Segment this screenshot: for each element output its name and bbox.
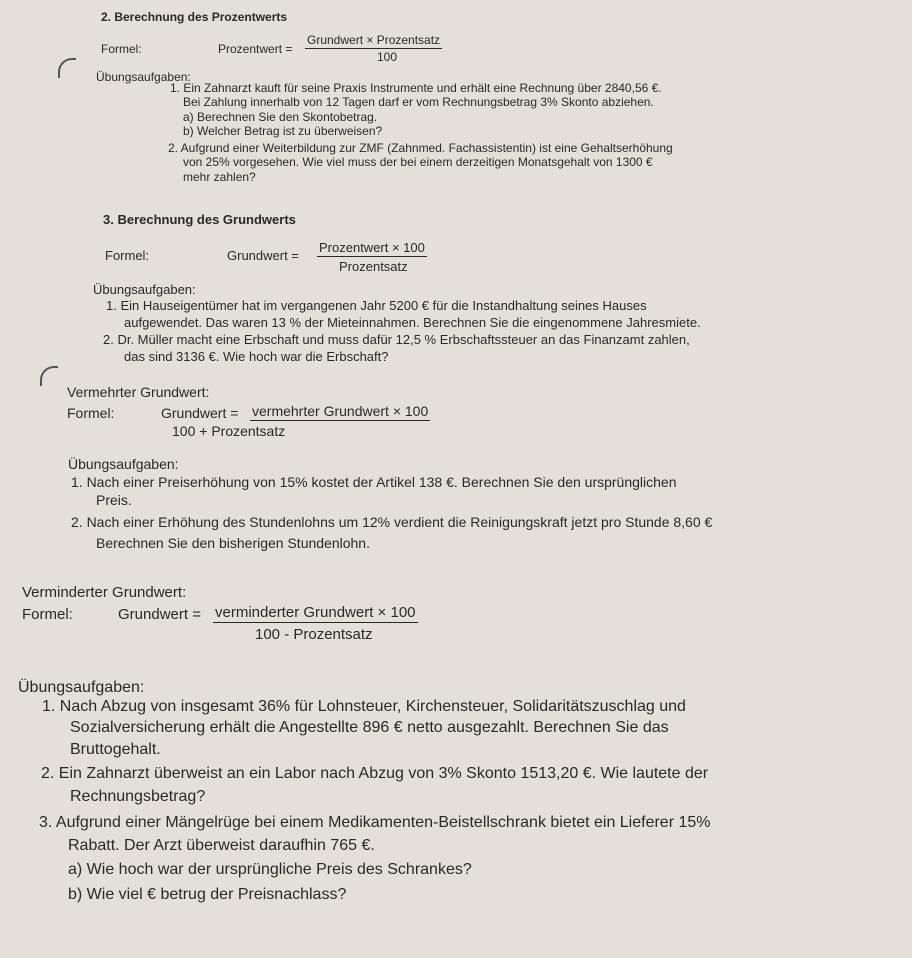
exercise-text: Sozialversicherung erhält die Angestellte 896 € netto ausgezahlt. Berechnen Sie das — [70, 719, 669, 736]
punch-hole-mark — [58, 58, 76, 78]
formula-fraction — [172, 403, 430, 439]
exercise-text: 1. Nach Abzug von insgesamt 36% für Lohnsteuer, Kirchensteuer, Solidaritätszuschlag und — [42, 698, 686, 715]
exercise-text: 3. Aufgrund einer Mängelrüge bei einem Medikamenten-Beistellschrank bietet ein Lieferer 15% — [39, 814, 711, 831]
section-title: Vermehrter Grundwert: — [67, 384, 210, 400]
exercises-label: Übungsaufgaben: — [96, 70, 191, 84]
exercise-text: das sind 3136 €. Wie hoch war die Erbschaft? — [124, 349, 389, 364]
formula-denominator: Prozentsatz — [339, 259, 408, 274]
formula-numerator: Prozentwert × 100 — [319, 240, 425, 255]
exercise-text: mehr zahlen? — [183, 170, 256, 184]
formula-numerator: vermehrter Grundwert × 100 — [252, 403, 429, 419]
section-title: 3. Berechnung des Grundwerts — [103, 212, 296, 227]
exercises-label: Übungsaufgaben: — [18, 679, 145, 696]
section-title: Verminderter Grundwert: — [22, 584, 187, 601]
exercises-label: Übungsaufgaben: — [68, 456, 179, 472]
formula-lhs: Prozentwert = — [218, 42, 293, 56]
exercise-text: 1. Nach einer Preiserhöhung von 15% kostet der Artikel 138 €. Berechnen Sie den ursprünglichen — [71, 474, 677, 490]
exercise-text: Bei Zahlung innerhalb von 12 Tagen darf er vom Rechnungsbetrag 3% Skonto abziehen. — [183, 95, 654, 109]
exercise-text: Berechnen Sie den bisherigen Stundenlohn. — [96, 535, 370, 551]
formula-label: Formel: — [22, 606, 73, 623]
exercise-text: Preis. — [96, 492, 132, 508]
exercise-text: 2. Ein Zahnarzt überweist an ein Labor nach Abzug von 3% Skonto 1513,20 €. Wie lautete der — [41, 765, 709, 782]
formula-numerator: verminderter Grundwert × 100 — [215, 604, 416, 621]
formula-fraction — [213, 604, 418, 643]
formula-label: Formel: — [101, 42, 142, 56]
section-title: 2. Berechnung des Prozentwerts — [101, 10, 288, 24]
exercise-text: Bruttogehalt. — [70, 741, 161, 758]
formula-fraction — [317, 240, 427, 274]
exercise-text: 2. Nach einer Erhöhung des Stundenlohns um 12% verdient die Reinigungskraft jetzt pro Stunde 8,60 € — [71, 514, 713, 530]
exercise-text: a) Berechnen Sie den Skontobetrag. — [183, 110, 378, 124]
formula-denominator: 100 — [377, 50, 398, 64]
formula-numerator: Grundwert × Prozentsatz — [307, 33, 441, 47]
formula-lhs: Grundwert = — [227, 248, 299, 263]
exercise-text: Rabatt. Der Arzt überweist daraufhin 765 €. — [68, 837, 375, 854]
exercise-text: b) Welcher Betrag ist zu überweisen? — [183, 124, 383, 138]
exercise-text: Rechnungsbetrag? — [70, 788, 206, 805]
formula-fraction — [305, 33, 442, 64]
exercise-text: von 25% vorgesehen. Wie viel muss der bei einem derzeitigen Monatsgehalt von 1300 € — [183, 155, 653, 169]
exercise-text: 2. Dr. Müller macht eine Erbschaft und muss dafür 12,5 % Erbschaftssteuer an das Finanzamt zahlen, — [103, 332, 690, 347]
formula-denominator: 100 - Prozentsatz — [255, 626, 373, 643]
exercise-text: aufgewendet. Das waren 13 % der Mieteinnahmen. Berechnen Sie die eingenommene Jahresmiete. — [124, 315, 701, 330]
exercises-label: Übungsaufgaben: — [93, 282, 196, 297]
formula-lhs: Grundwert = — [118, 606, 201, 623]
formula-label: Formel: — [67, 405, 115, 421]
exercise-text: 2. Aufgrund einer Weiterbildung zur ZMF (Zahnmed. Fachassistentin) ist eine Gehaltserhöhung — [168, 141, 673, 155]
exercise-text: 1. Ein Hauseigentümer hat im vergangenen Jahr 5200 € für die Instandhaltung seines Hauses — [106, 298, 647, 313]
formula-denominator: 100 + Prozentsatz — [172, 423, 286, 439]
punch-hole-mark — [40, 366, 58, 386]
formula-lhs: Grundwert = — [161, 405, 239, 421]
formula-label: Formel: — [105, 248, 150, 263]
exercise-text: b) Wie viel € betrug der Preisnachlass? — [68, 886, 347, 903]
exercise-text: a) Wie hoch war der ursprüngliche Preis des Schrankes? — [68, 861, 472, 878]
exercise-text: 1. Ein Zahnarzt kauft für seine Praxis Instrumente und erhält eine Rechnung über 2840,56 €. — [170, 81, 662, 95]
